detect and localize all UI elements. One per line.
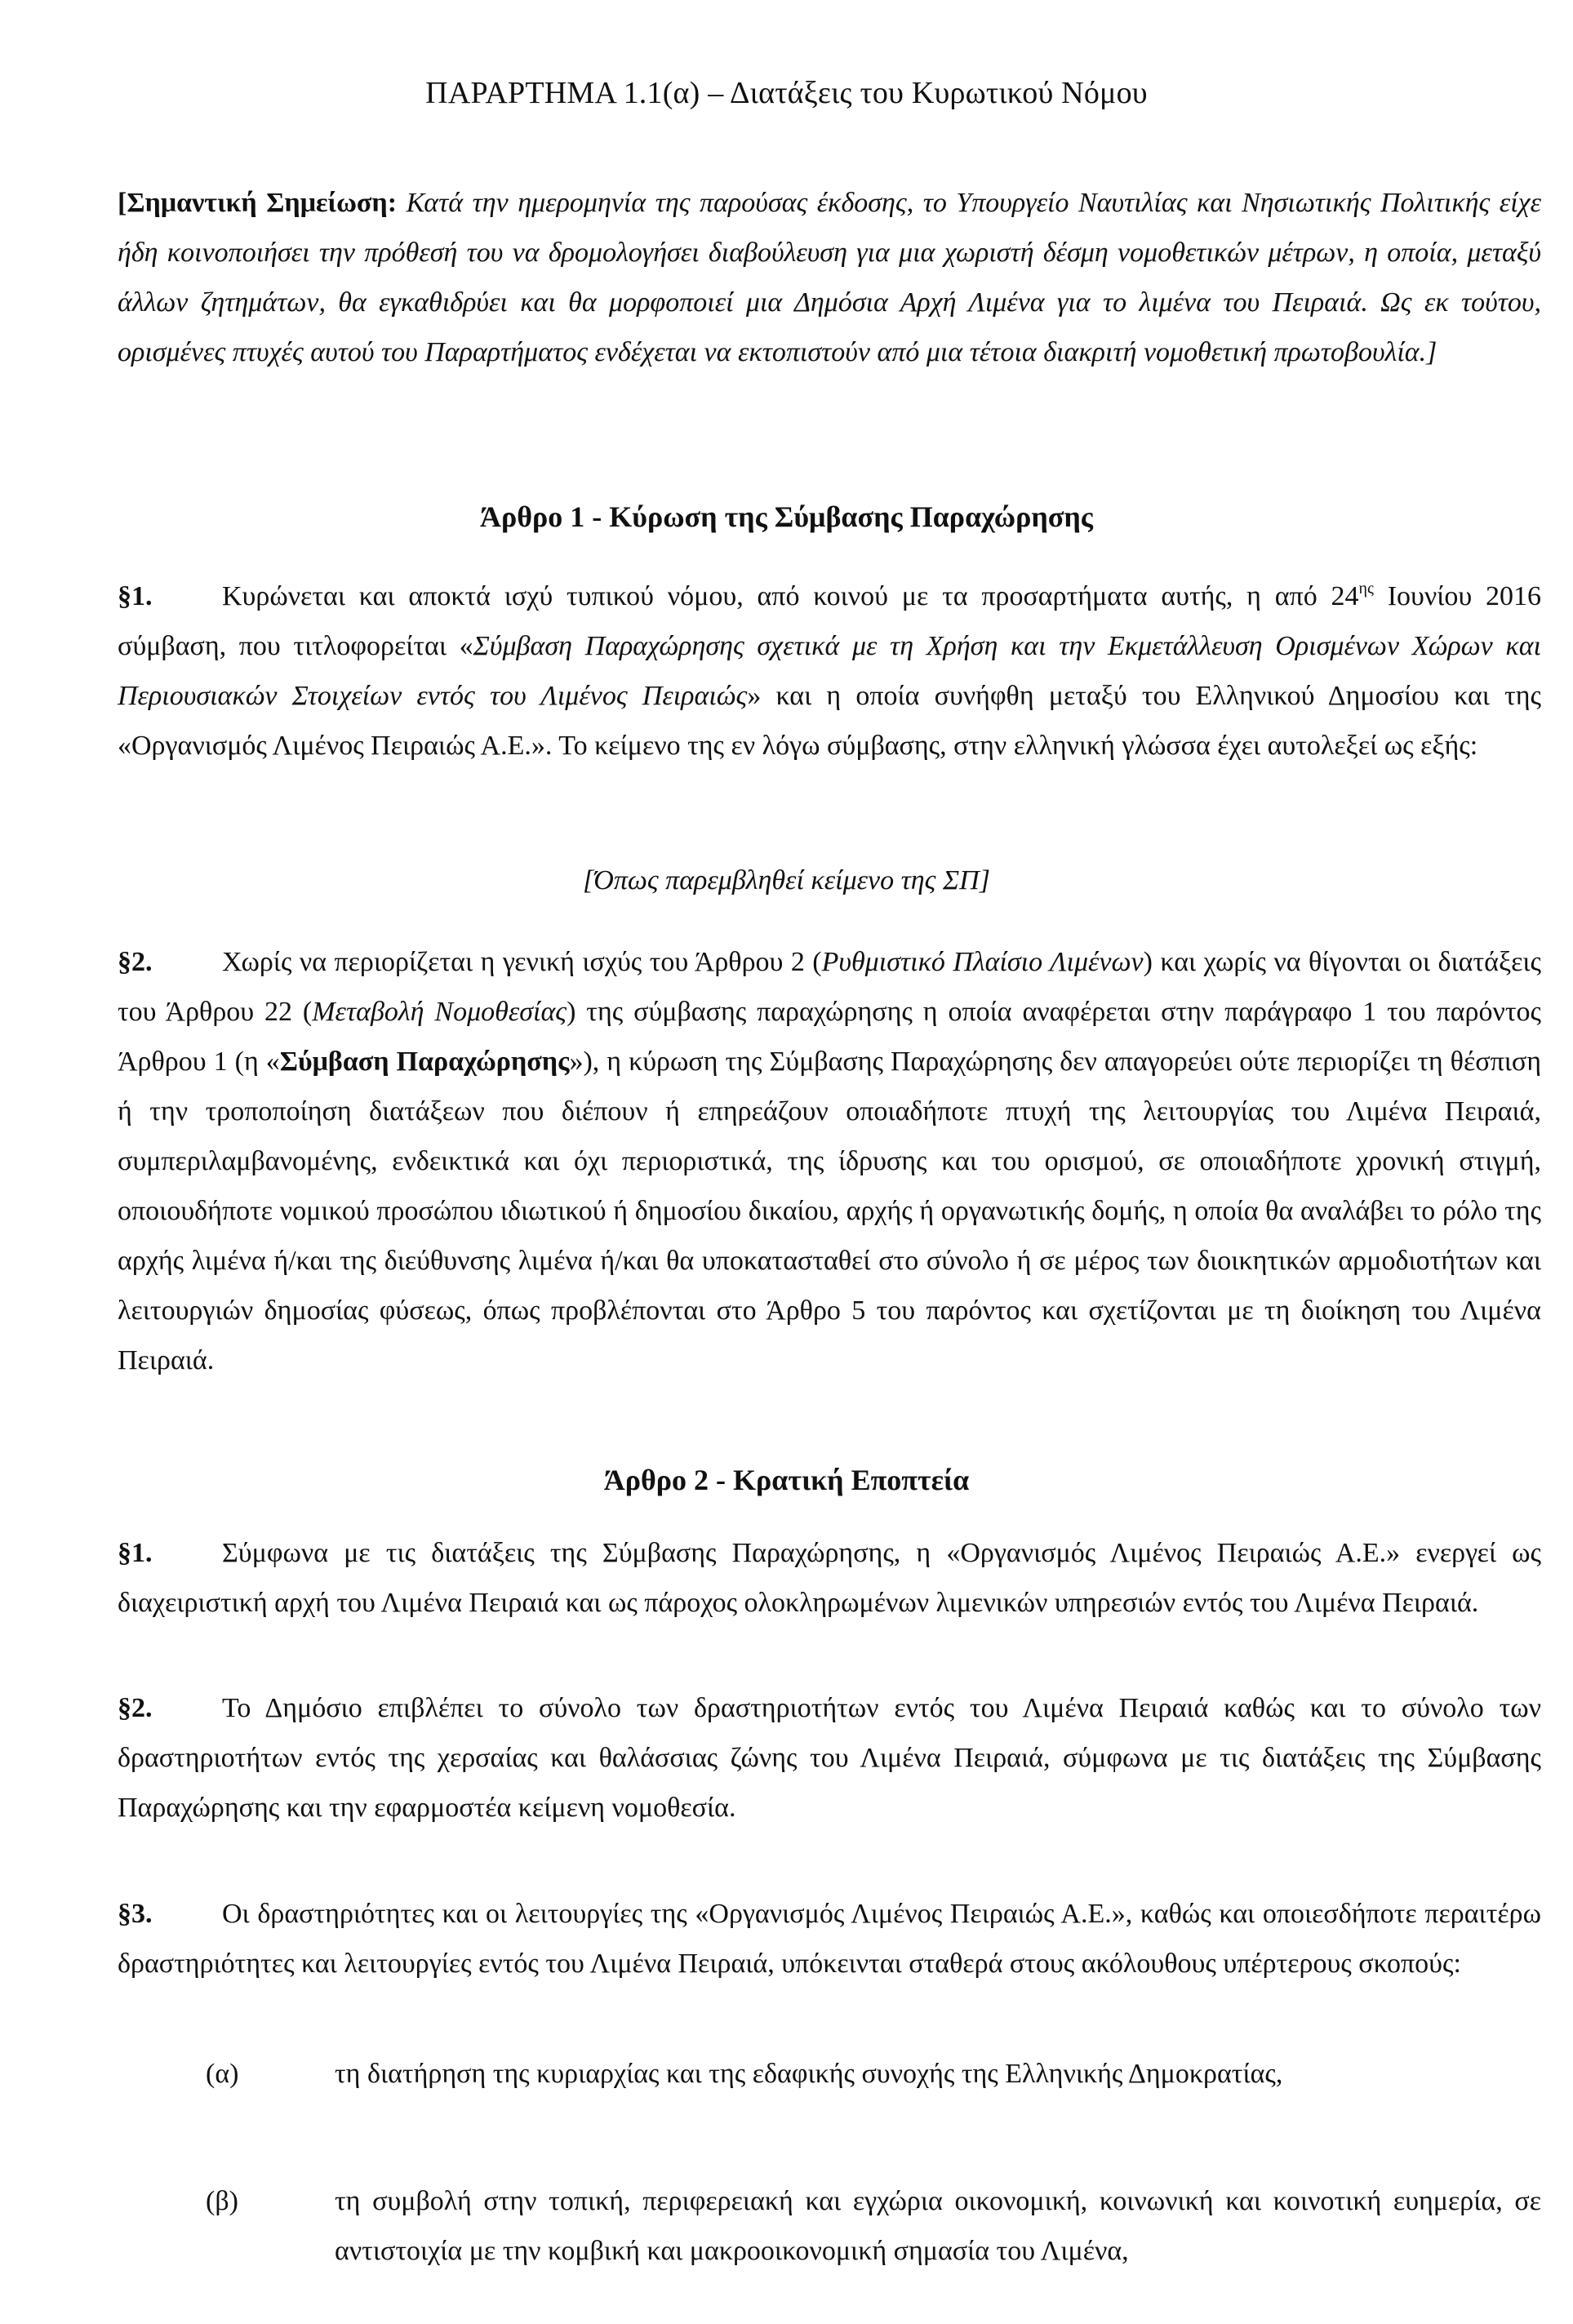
list-item-a — [206, 2049, 1541, 2099]
article-1-paragraph-2 — [118, 937, 1541, 1385]
defined-term: Σύμβαση Παραχώρησης — [279, 1046, 570, 1077]
article-2-paragraph-1 — [118, 1528, 1541, 1628]
paragraph-text: Σύμφωνα με τις διατάξεις της Σύμβασης Παραχώρησης, η «Οργανισμός Λιμένος Πειραιώς Α.Ε.» ενεργεί ως διαχειριστική αρχή του Λιμένα Πειραιά και ως πάροχος ολοκληρωμένων λιμενικών υπηρεσιών εντός του Λιμένα Πειραιά. — [118, 1538, 1541, 1618]
paragraph-text: Το Δημόσιο επιβλέπει το σύνολο των δραστηριοτήτων εντός του Λιμένα Πειραιά καθώς και το σύνολο των δραστηριοτήτων εντός της χερσαίας και θαλάσσιας ζώνης του Λιμένα Πειραιά, σύμφωνα με τις διατάξεις της Σύμβασης Παραχώρησης και την εφαρμοστέα κείμενη νομοθεσία. — [118, 1693, 1541, 1823]
list-marker: (β) — [206, 2186, 238, 2216]
paragraph-number: §1. — [118, 1538, 153, 1568]
list-item-text: τη διατήρηση της κυριαρχίας και της εδαφικής συνοχής της Ελληνικής Δημοκρατίας, — [335, 2059, 1283, 2089]
article-2-paragraph-3 — [118, 1889, 1541, 1989]
article-2-heading: Άρθρο 2 - Κρατική Εποπτεία — [603, 1464, 970, 1496]
article-reference-title: Μεταβολή Νομοθεσίας — [312, 997, 567, 1027]
important-note — [118, 178, 1541, 377]
paragraph-number: §3. — [118, 1899, 153, 1929]
paragraph-text: ) και χωρίς να θίγονται οι διατάξεις του Άρθρου 22 ( — [118, 947, 1541, 1027]
article-reference-title: Ρυθμιστικό Πλαίσιο Λιμένων — [821, 947, 1144, 977]
paragraph-text: Κυρώνεται και αποκτά ισχύ τυπικού νόμου, από κοινού με τα προσαρτήματα αυτής, η από 24 — [222, 581, 1359, 611]
paragraph-text: Ιουνίου 2016 σύμβαση, που τιτλοφορείται « — [118, 581, 1541, 661]
contract-text-placeholder: [Όπως παρεμβληθεί κείμενο της ΣΠ] — [583, 865, 990, 895]
contract-title: Σύμβαση Παραχώρησης σχετικά με τη Χρήση και την Εκμετάλλευση Ορισμένων Χώρων και Περιουσιακών Στοιχείων εντός του Λιμένος Πειραιώς — [118, 631, 1541, 711]
list-marker: (α) — [206, 2059, 239, 2089]
article-2-paragraph-2 — [118, 1683, 1541, 1833]
paragraph-number: §1. — [118, 581, 153, 611]
paragraph-text: ) της σύμβασης παραχώρησης η οποία αναφέρεται στην παράγραφο 1 του παρόντος Άρθρου 1 (η « — [118, 997, 1541, 1077]
article-1-heading: Άρθρο 1 - Κύρωση της Σύμβασης Παραχώρησης — [479, 500, 1093, 533]
note-body: Κατά την ημερομηνία της παρούσας έκδοσης, το Υπουργείο Ναυτιλίας και Νησιωτικής Πολιτικής είχε ήδη κοινοποιήσει την πρόθεσή του να δρομολογήσει διαβούλευση για μια χωριστή δέσμη νομοθετικών μέτρων, η οποία, μεταξύ άλλων ζητημάτων, θα εγκαθιδρύει και θα μορφοποιεί μια Δημόσια Αρχή Λιμένα για το λιμένα του Πειραιά. Ως εκ τούτου, ορισμένες πτυχές αυτού του Παραρτήματος ενδέχεται να εκτοπιστούν από μια τέτοια διακριτή νομοθετική πρωτοβουλία.] — [118, 188, 1541, 367]
paragraph-text: » και η οποία συνήφθη μεταξύ του Ελληνικού Δημοσίου και της «Οργανισμός Λιμένος Πειραιώς Α.Ε.». Το κείμενο της εν λόγω σύμβασης, στην ελληνική γλώσσα έχει αυτολεξεί ως εξής: — [118, 681, 1541, 761]
paragraph-text: Χωρίς να περιορίζεται η γενική ισχύς του Άρθρου 2 ( — [222, 947, 822, 977]
note-lead: [Σημαντική Σημείωση: — [118, 188, 398, 218]
paragraph-number: §2. — [118, 947, 153, 977]
paragraph-text: Οι δραστηριότητες και οι λειτουργίες της «Οργανισμός Λιμένος Πειραιώς Α.Ε.», καθώς και οποιεσδήποτε περαιτέρω δραστηριότητες και λειτουργίες εντός του Λιμένα Πειραιά, υπόκεινται σταθερά στους ακόλουθους υπέρτερους σκοπούς: — [118, 1899, 1541, 1979]
paragraph-number: §2. — [118, 1693, 153, 1723]
list-item-b — [206, 2176, 1541, 2276]
article-1-paragraph-1 — [118, 571, 1541, 771]
paragraph-text: »), η κύρωση της Σύμβασης Παραχώρησης δεν απαγορεύει ούτε περιορίζει τη θέσπιση ή την τροποποίηση διατάξεων που διέπουν ή επηρεάζουν οποιαδήποτε πτυχή της λειτουργίας του Λιμένα Πειραιά, συμπεριλαμβανομένης, ενδεικτικά και όχι περιοριστικά, της ίδρυσης και του ορισμού, σε οποιαδήποτε χρονική στιγμή, οποιουδήποτε νομικού προσώπου ιδιωτικού ή δημοσίου δικαίου, αρχής ή οργανωτικής δομής, η οποία θα αναλάβει το ρόλο της αρχής λιμένα ή/και της διεύθυνσης λιμένα ή/και θα υποκατασταθεί στο σύνολο ή σε μέρος των διοικητικών αρμοδιοτήτων και λειτουργιών δημοσίας φύσεως, όπως προβλέπονται στο Άρθρο 5 του παρόντος και σχετίζονται με τη διοίκηση του Λιμένα Πειραιά. — [118, 1046, 1541, 1375]
page-title: ΠΑΡΑΡΤΗΜΑ 1.1(α) – Διατάξεις του Κυρωτικού Νόμου — [425, 76, 1148, 110]
list-item-text: τη συμβολή στην τοπική, περιφερειακή και εγχώρια οικονομική, κοινωνική και κοινοτική ευημερία, σε αντιστοιχία με την κομβική και μακροοικονομική σημασία του Λιμένα, — [335, 2186, 1541, 2266]
ordinal-suffix: ης — [1358, 580, 1374, 598]
